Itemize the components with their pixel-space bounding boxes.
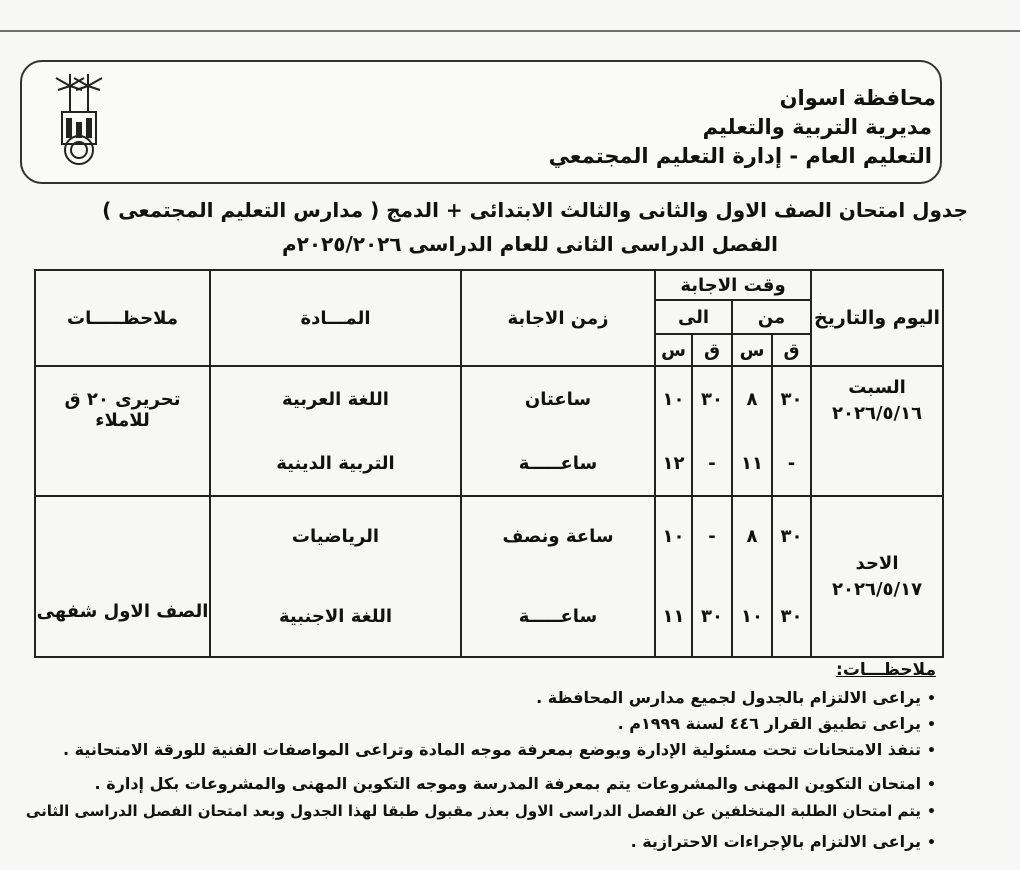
from-q-cell	[772, 496, 811, 657]
notes-title: ملاحظـــات:	[836, 660, 936, 680]
to-q-cell	[692, 366, 732, 496]
table-row-day-2	[35, 496, 943, 657]
header-to: الى	[655, 300, 732, 334]
from-q-value: ٣٠	[780, 388, 803, 410]
notes-cell	[35, 366, 210, 496]
list-item	[63, 740, 936, 759]
day-date: ٢٠٢٦/٥/١٦	[832, 403, 923, 424]
to-q-value: -	[708, 526, 716, 548]
header-from: من	[732, 300, 811, 334]
day-date: ٢٠٢٦/٥/١٧	[832, 578, 923, 600]
day-date-cell	[811, 496, 943, 657]
administration-name: التعليم العام - إدارة التعليم المجتمعي	[548, 144, 932, 168]
list-item	[26, 802, 936, 820]
to-s-value: ١٢	[662, 452, 685, 474]
from-s-cell	[732, 366, 772, 496]
bullet-icon: •	[927, 691, 936, 707]
bullet-icon: •	[927, 717, 936, 733]
list-item	[631, 832, 936, 851]
notes-cell	[35, 496, 210, 657]
header-from-q: ق	[772, 334, 811, 366]
note-text: يتم امتحان الطلبة المتخلفين عن الفصل الدراسى الاول بعذر مقبول طبقا لهذا الجدول وبعد امتحان الفصل الدراسى الثانى	[25, 802, 922, 820]
to-s-cell	[655, 496, 692, 657]
from-s-cell	[732, 496, 772, 657]
to-q-value: ٣٠	[701, 605, 724, 627]
day-date-cell	[811, 366, 943, 496]
header-notes: ملاحظـــــات	[35, 270, 210, 366]
header-subject: المـــادة	[210, 270, 461, 366]
directorate-name: مديرية التربية والتعليم	[702, 115, 932, 139]
subject-value: الرياضيات	[291, 526, 380, 548]
list-item	[618, 714, 936, 733]
header-duration: زمن الاجابة	[461, 270, 655, 366]
to-s-value: ١٠	[662, 388, 685, 410]
from-q-value: ٣٠	[780, 526, 803, 548]
bullet-icon: •	[927, 743, 936, 759]
duration-cell	[461, 366, 655, 496]
duration-value: ساعتان	[524, 388, 592, 410]
schedule-title: جدول امتحان الصف الاول والثانى والثالث الابتدائى + الدمج ( مدارس التعليم المجتمعى )	[102, 198, 968, 222]
schedule-subtitle: الفصل الدراسى الثانى للعام الدراسى ٢٠٢٥/٢٠٢٦م	[281, 232, 779, 256]
note-value: الصف الاول شفهى	[36, 600, 209, 622]
to-s-cell	[655, 366, 692, 496]
note-text: امتحان التكوين المهنى والمشروعات يتم بمعرفة المدرسة وموجه التكوين المهنى والمشروعات بكل إدارة .	[94, 774, 922, 793]
from-s-value: ١٠	[741, 605, 764, 627]
subject-cell	[210, 366, 461, 496]
header-day-date: اليوم والتاريخ	[811, 270, 943, 366]
governorate-name: محافظة اسوان	[779, 86, 936, 110]
duration-value: ساعـــــة	[518, 452, 598, 474]
note-text: يراعى تطبيق القرار ٤٤٦ لسنة ١٩٩٩م .	[617, 714, 922, 733]
from-q-cell	[772, 366, 811, 496]
list-item	[536, 688, 936, 707]
aswan-governorate-logo-icon	[48, 72, 110, 168]
header-to-s: س	[655, 334, 692, 366]
note-text: يراعى الالتزام بالإجراءات الاحترازية .	[630, 832, 922, 851]
subject-value: اللغة العربية	[282, 388, 389, 410]
bullet-icon: •	[927, 804, 936, 820]
to-s-value: ١٠	[662, 526, 685, 548]
to-q-value: ٣٠	[701, 388, 724, 410]
from-s-value: ٨	[746, 526, 758, 548]
from-s-value: ٨	[746, 388, 758, 410]
subject-value: اللغة الاجنبية	[278, 605, 393, 627]
note-text: تنفذ الامتحانات تحت مسئولية الإدارة ويوضع بمعرفة موجه المادة وتراعى المواصفات الفنية للورقة الامتحانية .	[63, 740, 922, 759]
note-text: يراعى الالتزام بالجدول لجميع مدارس المحافظة .	[536, 688, 922, 707]
header-from-s: س	[732, 334, 772, 366]
bullet-icon: •	[927, 777, 936, 793]
header-to-q: ق	[692, 334, 732, 366]
table-row-day-1	[35, 366, 943, 496]
header-answer-time: وقت الاجابة	[655, 270, 811, 300]
day-name: الاحد	[855, 552, 899, 574]
page-top-edge	[0, 30, 1020, 32]
subject-cell	[210, 496, 461, 657]
from-s-value: ١١	[741, 452, 764, 474]
subject-value: التربية الدينية	[276, 452, 395, 474]
list-item	[95, 774, 936, 793]
bullet-icon: •	[927, 835, 936, 851]
day-name: السبت	[848, 377, 906, 398]
to-q-cell	[692, 496, 732, 657]
note-value: تحريرى ٢٠ ق للاملاء	[64, 388, 181, 431]
exam-schedule-table	[34, 269, 944, 658]
duration-value: ساعة ونصف	[502, 526, 614, 548]
duration-value: ساعـــــة	[518, 605, 598, 627]
duration-cell	[461, 496, 655, 657]
from-q-value: ٣٠	[780, 605, 803, 627]
to-q-value: -	[708, 452, 716, 474]
from-q-value: -	[787, 452, 796, 474]
to-s-value: ١١	[662, 605, 685, 627]
header-row-1	[35, 270, 943, 300]
header-lines	[548, 84, 936, 171]
